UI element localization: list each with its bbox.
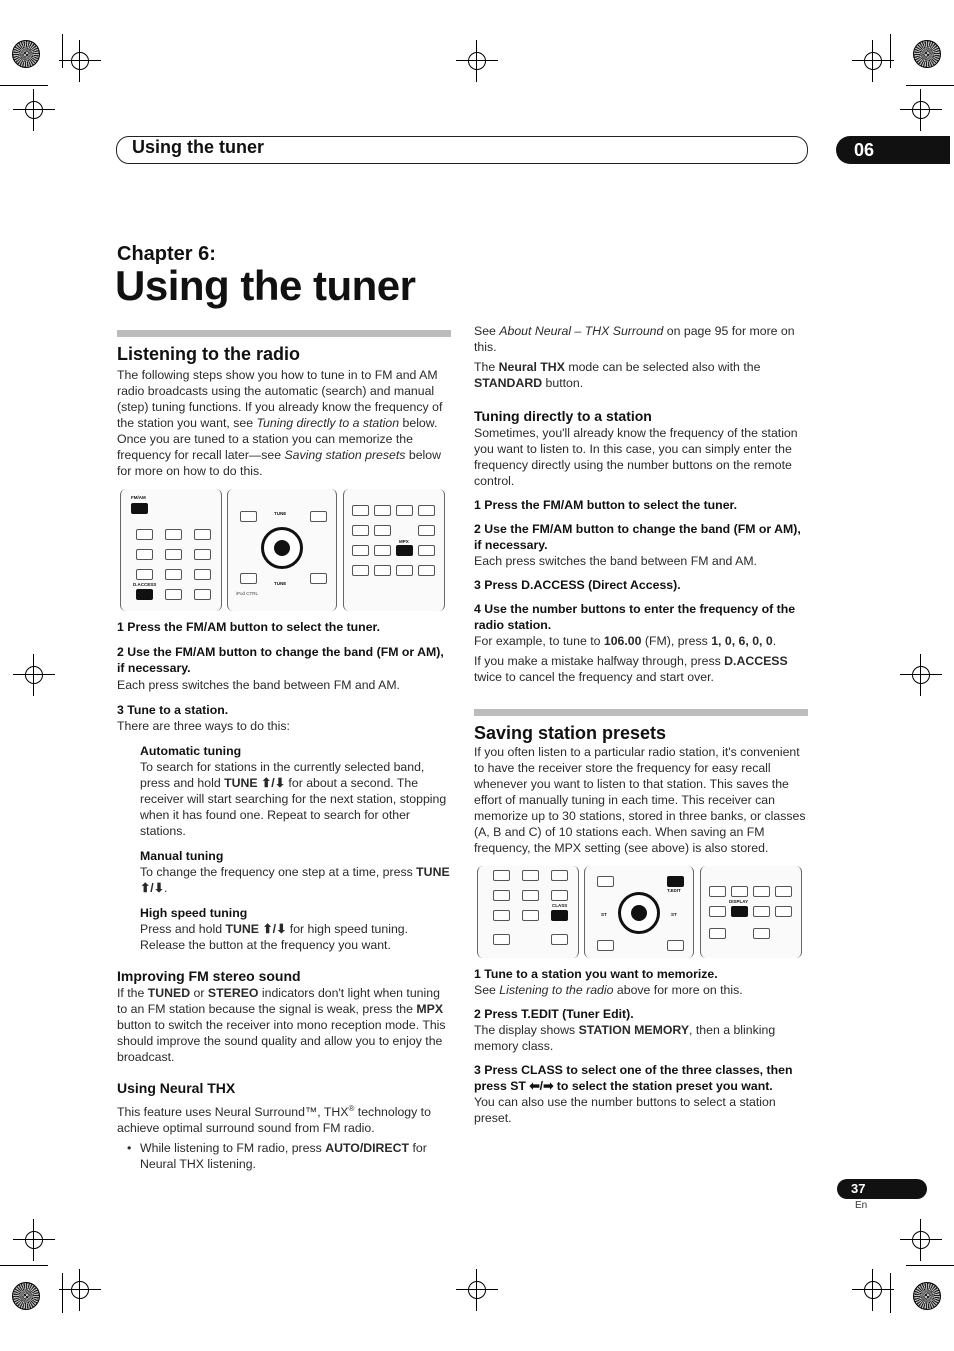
crosshair-mark-icon (19, 660, 49, 690)
number-button (165, 569, 182, 580)
crosshair-mark-icon (462, 1275, 492, 1305)
high-speed-tuning-body: Press and hold TUNE ⬆/⬇ for high speed tuning. Release the button at the frequency you want. (140, 922, 409, 952)
tuning-directly-heading: Tuning directly to a station (474, 408, 652, 424)
registration-disc-icon (12, 40, 40, 68)
crop-mark (906, 85, 954, 86)
remote-panel-center (227, 489, 337, 611)
registration-disc-icon (913, 1282, 941, 1310)
tuning-methods (117, 743, 451, 953)
running-header-title: Using the tuner (132, 137, 265, 157)
crosshair-mark-icon (19, 95, 49, 125)
automatic-tuning-title: Automatic tuning (140, 744, 242, 758)
number-button (551, 870, 568, 881)
crosshair-mark-icon (65, 1275, 95, 1305)
remote-button (753, 906, 770, 917)
tedit-label: T.EDIT (667, 888, 681, 893)
number-button (493, 890, 510, 901)
improving-fm-body: If the TUNED or STEREO indicators don't light when tuning to an FM station because the signal is weak, press the MPX button to switch the receiver into mono reception mode. This should improve the sound quality and allow you to enjoy the broadcast. (117, 986, 446, 1064)
remote-button (493, 934, 510, 945)
page-number: 37 (837, 1179, 927, 1199)
crop-mark (0, 1265, 48, 1266)
preset-step-1-body: See Listening to the radio above for more on this. (474, 983, 743, 997)
chapter-number-tab: 06 (836, 136, 950, 164)
number-button (493, 910, 510, 921)
section-heading-presets: Saving station presets (474, 723, 667, 743)
number-button (194, 569, 211, 580)
remote-button (352, 545, 369, 556)
tune-label: TUNE (274, 581, 287, 586)
remote-button (597, 876, 614, 887)
crosshair-mark-icon (906, 660, 936, 690)
remote-control-illustration (474, 866, 808, 958)
crosshair-mark-icon (906, 1225, 936, 1255)
fmam-button (131, 503, 148, 514)
preset-step-1: 1 Tune to a station you want to memorize. (474, 967, 718, 981)
crop-mark (890, 34, 891, 68)
number-button (136, 569, 153, 580)
mistake-note: If you make a mistake halfway through, press D.ACCESS twice to cancel the frequency and start over. (474, 654, 788, 684)
tedit-button (667, 876, 684, 887)
number-button (136, 529, 153, 540)
chapter-title: Using the tuner (115, 262, 416, 309)
crop-mark (890, 1273, 891, 1313)
direct-step-4-body: For example, to tune to 106.00 (FM), press 1, 0, 6, 0, 0. (474, 634, 777, 648)
remote-button (709, 906, 726, 917)
registration-disc-icon (12, 1282, 40, 1310)
number-button (136, 549, 153, 560)
tune-label: TUNE (274, 511, 287, 516)
number-button (551, 890, 568, 901)
remote-button (310, 573, 327, 584)
preset-step-3: 3 Press CLASS to select one of the three classes, then press ST ⬅/➡ to select the station preset you want. (474, 1063, 793, 1093)
remote-panel-left (477, 866, 579, 958)
preset-step-2-body: The display shows STATION MEMORY, then a blinking memory class. (474, 1023, 776, 1053)
section-rule (117, 330, 451, 337)
neural-thx-body: This feature uses Neural Surround™, THX® technology to achieve optimal surround sound from FM radio. (117, 1104, 431, 1136)
remote-control-illustration (117, 489, 451, 611)
number-button (194, 529, 211, 540)
crosshair-mark-icon (906, 95, 936, 125)
remote-button (374, 545, 391, 556)
remote-button (551, 934, 568, 945)
number-button (522, 910, 539, 921)
display-button (731, 906, 748, 917)
remote-button (352, 565, 369, 576)
left-column (117, 330, 451, 1172)
remote-button (374, 525, 391, 536)
remote-button (753, 928, 770, 939)
list-item: • While listening to FM radio, press AUTO/DIRECT for Neural THX listening. (140, 1140, 451, 1172)
crosshair-mark-icon (858, 1275, 888, 1305)
neural-thx-list (117, 1140, 451, 1172)
remote-button (240, 573, 257, 584)
language-code: En (855, 1200, 868, 1211)
enter-dial-icon (261, 527, 303, 569)
remote-panel-left (120, 489, 222, 611)
crop-mark (0, 85, 48, 86)
remote-button (709, 886, 726, 897)
remote-button (418, 565, 435, 576)
remote-button (709, 928, 726, 939)
remote-button (374, 505, 391, 516)
enter-dial-icon (618, 892, 660, 934)
cross-ref-link[interactable]: Saving station presets (284, 448, 406, 462)
remote-button (667, 940, 684, 951)
ipod-ctrl-label: iPod CTRL (236, 591, 259, 596)
presets-body: If you often listen to a particular radio station, it's convenient to have the receiver store the frequency for easy recall whenever you want to listen to that station. This saves the effort of manually tuning in each time. This receiver can memorize up to 30 stations, stored in three banks, or classes (A, B and C) of 10 stations each. When saving an FM frequency, the MPX setting (see above) is also stored. (474, 745, 806, 855)
cross-ref-link[interactable]: About Neural – THX Surround (499, 324, 664, 338)
number-button (165, 529, 182, 540)
intro-paragraph: The following steps show you how to tune in to FM and AM radio broadcasts using the automatic (search) and manual (step) tuning functions. If you already know the frequency of the station you want, see Tuning directly to a station below. Once you are tuned to a station you can memorize the frequency for recall later—see Saving station presets below for more on how to do this. (117, 368, 443, 478)
fmam-label: FM/AM (131, 495, 146, 500)
direct-step-1: 1 Press the FM/AM button to select the tuner. (474, 498, 738, 512)
remote-button (352, 505, 369, 516)
display-label: DISPLAY (729, 899, 749, 904)
step-2-body: Each press switches the band between FM and AM. (117, 678, 400, 692)
remote-button (418, 525, 435, 536)
direct-step-2-body: Each press switches the band between FM and AM. (474, 554, 757, 568)
remote-button (240, 511, 257, 522)
step-1: 1 Press the FM/AM button to select the tuner. (117, 620, 381, 634)
section-heading-listening: Listening to the radio (117, 344, 300, 364)
automatic-tuning-body: To search for stations in the currently selected band, press and hold TUNE ⬆/⬇ for about a second. The receiver will start searching for the next station, stopping when it has found one. Repeat to search for other stations. (140, 760, 447, 838)
remote-panel-right (700, 866, 802, 958)
cross-ref-link[interactable]: Tuning directly to a station (256, 416, 400, 430)
mpx-button (396, 545, 413, 556)
crop-mark (906, 1265, 954, 1266)
preset-step-2: 2 Press T.EDIT (Tuner Edit). (474, 1007, 634, 1021)
crop-mark (62, 34, 63, 68)
number-button (522, 870, 539, 881)
manual-tuning-title: Manual tuning (140, 849, 224, 863)
step-3: 3 Tune to a station. (117, 703, 229, 717)
tuning-directly-body: Sometimes, you'll already know the frequency of the station you want to listen to. In this case, you can simply enter the frequency directly using the number buttons on the remote control. (474, 426, 798, 488)
number-button (493, 870, 510, 881)
daccess-label: D.ACCESS (133, 582, 157, 587)
section-rule (474, 709, 808, 716)
registration-disc-icon (913, 40, 941, 68)
remote-button (310, 511, 327, 522)
crop-mark (62, 1273, 63, 1313)
neural-standard-note: The Neural THX mode can be selected also with the STANDARD button. (474, 360, 761, 390)
remote-button (597, 940, 614, 951)
remote-button (775, 906, 792, 917)
daccess-button (136, 589, 153, 600)
remote-button (352, 525, 369, 536)
remote-button (418, 545, 435, 556)
right-column (474, 323, 808, 1126)
number-button (194, 549, 211, 560)
number-button (165, 549, 182, 560)
class-label: CLASS (552, 903, 568, 908)
number-button (522, 890, 539, 901)
remote-button (731, 886, 748, 897)
see-reference: See About Neural – THX Surround on page 95 for more on this. (474, 324, 795, 354)
enter-button (194, 589, 211, 600)
remote-button (418, 505, 435, 516)
chapter-label: Chapter 6: (117, 243, 216, 265)
crosshair-mark-icon (858, 46, 888, 76)
high-speed-tuning-title: High speed tuning (140, 906, 248, 920)
remote-button (753, 886, 770, 897)
preset-step-3-body: You can also use the number buttons to select a station preset. (474, 1095, 776, 1125)
st-label: ST (671, 912, 677, 917)
remote-button (775, 886, 792, 897)
direct-step-2: 2 Use the FM/AM button to change the band (FM or AM), if necessary. (474, 522, 801, 552)
step-2: 2 Use the FM/AM button to change the band (FM or AM), if necessary. (117, 645, 444, 675)
manual-tuning-body: To change the frequency one step at a time, press TUNE ⬆/⬇. (140, 865, 450, 895)
cross-ref-link[interactable]: Listening to the radio (499, 983, 614, 997)
direct-step-3: 3 Press D.ACCESS (Direct Access). (474, 578, 681, 592)
crosshair-mark-icon (19, 1225, 49, 1255)
remote-button (374, 565, 391, 576)
crosshair-mark-icon (65, 46, 95, 76)
step-3-body: There are three ways to do this: (117, 719, 290, 733)
remote-button (396, 505, 413, 516)
number-button (165, 589, 182, 600)
remote-panel-right (343, 489, 445, 611)
remote-panel-center (584, 866, 694, 958)
neural-thx-heading: Using Neural THX (117, 1080, 236, 1096)
direct-step-4: 4 Use the number buttons to enter the frequency of the radio station. (474, 602, 796, 632)
improving-fm-heading: Improving FM stereo sound (117, 968, 301, 984)
remote-button (396, 565, 413, 576)
st-label: ST (601, 912, 607, 917)
class-button (551, 910, 568, 921)
crosshair-mark-icon (462, 46, 492, 76)
mpx-label: MPX (399, 539, 409, 544)
